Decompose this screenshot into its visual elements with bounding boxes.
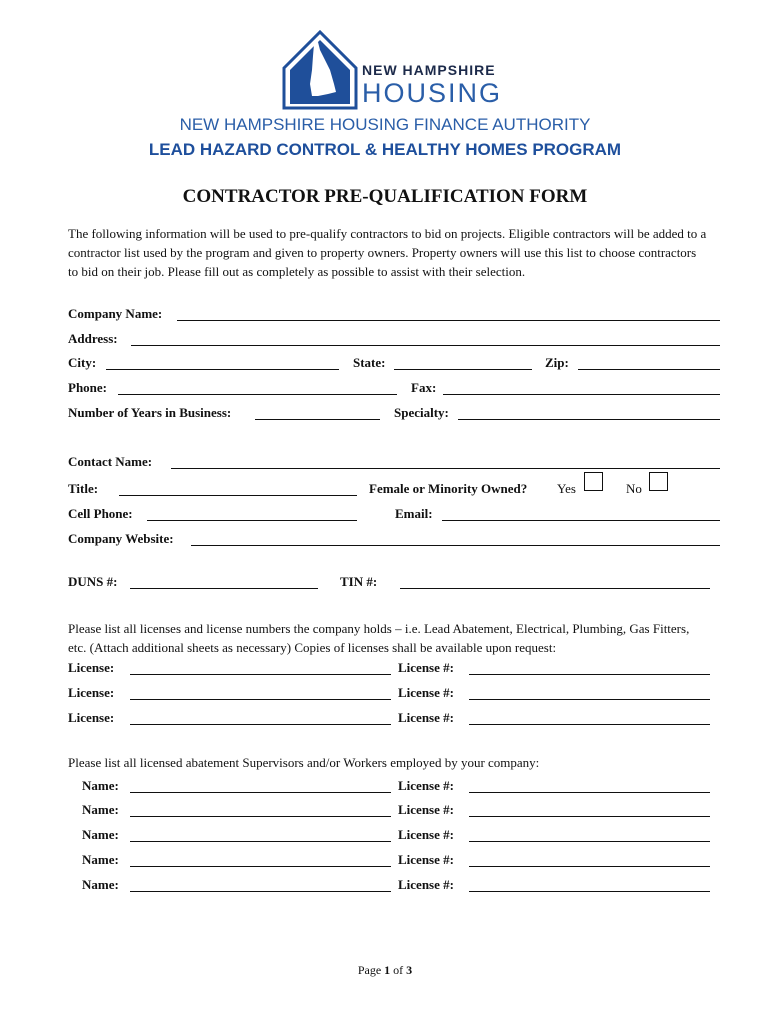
staff-name-label: Name: [82,827,119,842]
yes-label: Yes [557,481,576,496]
license-label: License: [68,660,115,675]
fax-label: Fax: [411,380,437,395]
tin-label: TIN #: [340,574,378,589]
house-state-icon [282,30,362,110]
staff-license-label: License #: [398,778,454,793]
staff-instructions: Please list all licensed abatement Supervisors and/or Workers employed by your company: [68,755,540,770]
logo-text-large: HOUSING [362,78,503,108]
city-field[interactable] [106,369,339,370]
license-number-field[interactable] [469,699,710,700]
company-name-label: Company Name: [68,306,163,321]
zip-field[interactable] [578,369,720,370]
no-label: No [626,481,642,496]
no-checkbox[interactable] [649,472,668,491]
staff-license-field[interactable] [469,891,710,892]
state-label: State: [353,355,386,370]
specialty-field[interactable] [458,419,720,420]
of-word: of [393,963,404,977]
email-field[interactable] [442,520,720,521]
staff-name-label: Name: [82,877,119,892]
company-website-label: Company Website: [68,531,174,546]
company-name-field[interactable] [177,320,720,321]
title-label: Title: [68,481,99,496]
license-number-label: License #: [398,685,454,700]
yes-checkbox[interactable] [584,472,603,491]
staff-name-label: Name: [82,852,119,867]
female-minority-label: Female or Minority Owned? [369,481,528,496]
city-label: City: [68,355,97,370]
form-title: CONTRACTOR PRE-QUALIFICATION FORM [182,186,588,207]
staff-license-field[interactable] [469,866,710,867]
license-number-label: License #: [398,710,454,725]
staff-license-field[interactable] [469,816,710,817]
license-number-field[interactable] [469,724,710,725]
license-field[interactable] [130,674,391,675]
years-in-business-field[interactable] [255,419,380,420]
license-field[interactable] [130,724,391,725]
staff-name-field[interactable] [130,841,391,842]
license-label: License: [68,710,115,725]
organization-name: NEW HAMPSHIRE HOUSING FINANCE AUTHORITY [179,115,591,134]
license-field[interactable] [130,699,391,700]
duns-field[interactable] [130,588,318,589]
nh-housing-logo [282,30,503,110]
state-field[interactable] [394,369,532,370]
intro-paragraph: The following information will be used to pre-qualify contractors to bid on projects. Eligible contractors will be added to a contractor list used by the program and given to property owners. Property owners will use this list to choose contractors to bid on their job. Please fill out as completely as possible to assist with their selection. [68,226,707,279]
cell-phone-field[interactable] [147,520,357,521]
licenses-instructions: Please list all licenses and license numbers the company holds – i.e. Lead Abatement, Electrical, Plumbing, Gas Fitters, etc. (Attach additional sheets as necessary) Copies of licenses shall be available upon request: [68,621,690,655]
staff-license-label: License #: [398,802,454,817]
address-label: Address: [68,331,118,346]
page-total: 3 [406,963,413,977]
license-number-label: License #: [398,660,454,675]
email-label: Email: [395,506,433,521]
page-indicator [0,963,770,978]
staff-name-field[interactable] [130,891,391,892]
license-number-field[interactable] [469,674,710,675]
duns-label: DUNS #: [68,574,118,589]
page-word: Page [357,963,382,977]
phone-field[interactable] [118,394,397,395]
title-field[interactable] [119,495,357,496]
cell-phone-label: Cell Phone: [68,506,133,521]
contact-name-label: Contact Name: [68,454,153,469]
specialty-label: Specialty: [394,405,449,420]
staff-name-label: Name: [82,802,119,817]
program-name: LEAD HAZARD CONTROL & HEALTHY HOMES PROGRAM [148,140,622,159]
license-label: License: [68,685,115,700]
staff-license-field[interactable] [469,792,710,793]
zip-label: Zip: [545,355,569,370]
page-current: 1 [384,963,391,977]
logo-text-small: NEW HAMPSHIRE [362,62,496,78]
address-field[interactable] [131,345,720,346]
company-website-field[interactable] [191,545,720,546]
fax-field[interactable] [443,394,720,395]
phone-label: Phone: [68,380,107,395]
staff-name-field[interactable] [130,792,391,793]
years-in-business-label: Number of Years in Business: [68,405,232,420]
staff-name-label: Name: [82,778,119,793]
staff-name-field[interactable] [130,816,391,817]
contact-name-field[interactable] [171,468,720,469]
staff-name-field[interactable] [130,866,391,867]
staff-license-label: License #: [398,827,454,842]
staff-license-field[interactable] [469,841,710,842]
tin-field[interactable] [400,588,710,589]
staff-license-label: License #: [398,852,454,867]
staff-license-label: License #: [398,877,454,892]
